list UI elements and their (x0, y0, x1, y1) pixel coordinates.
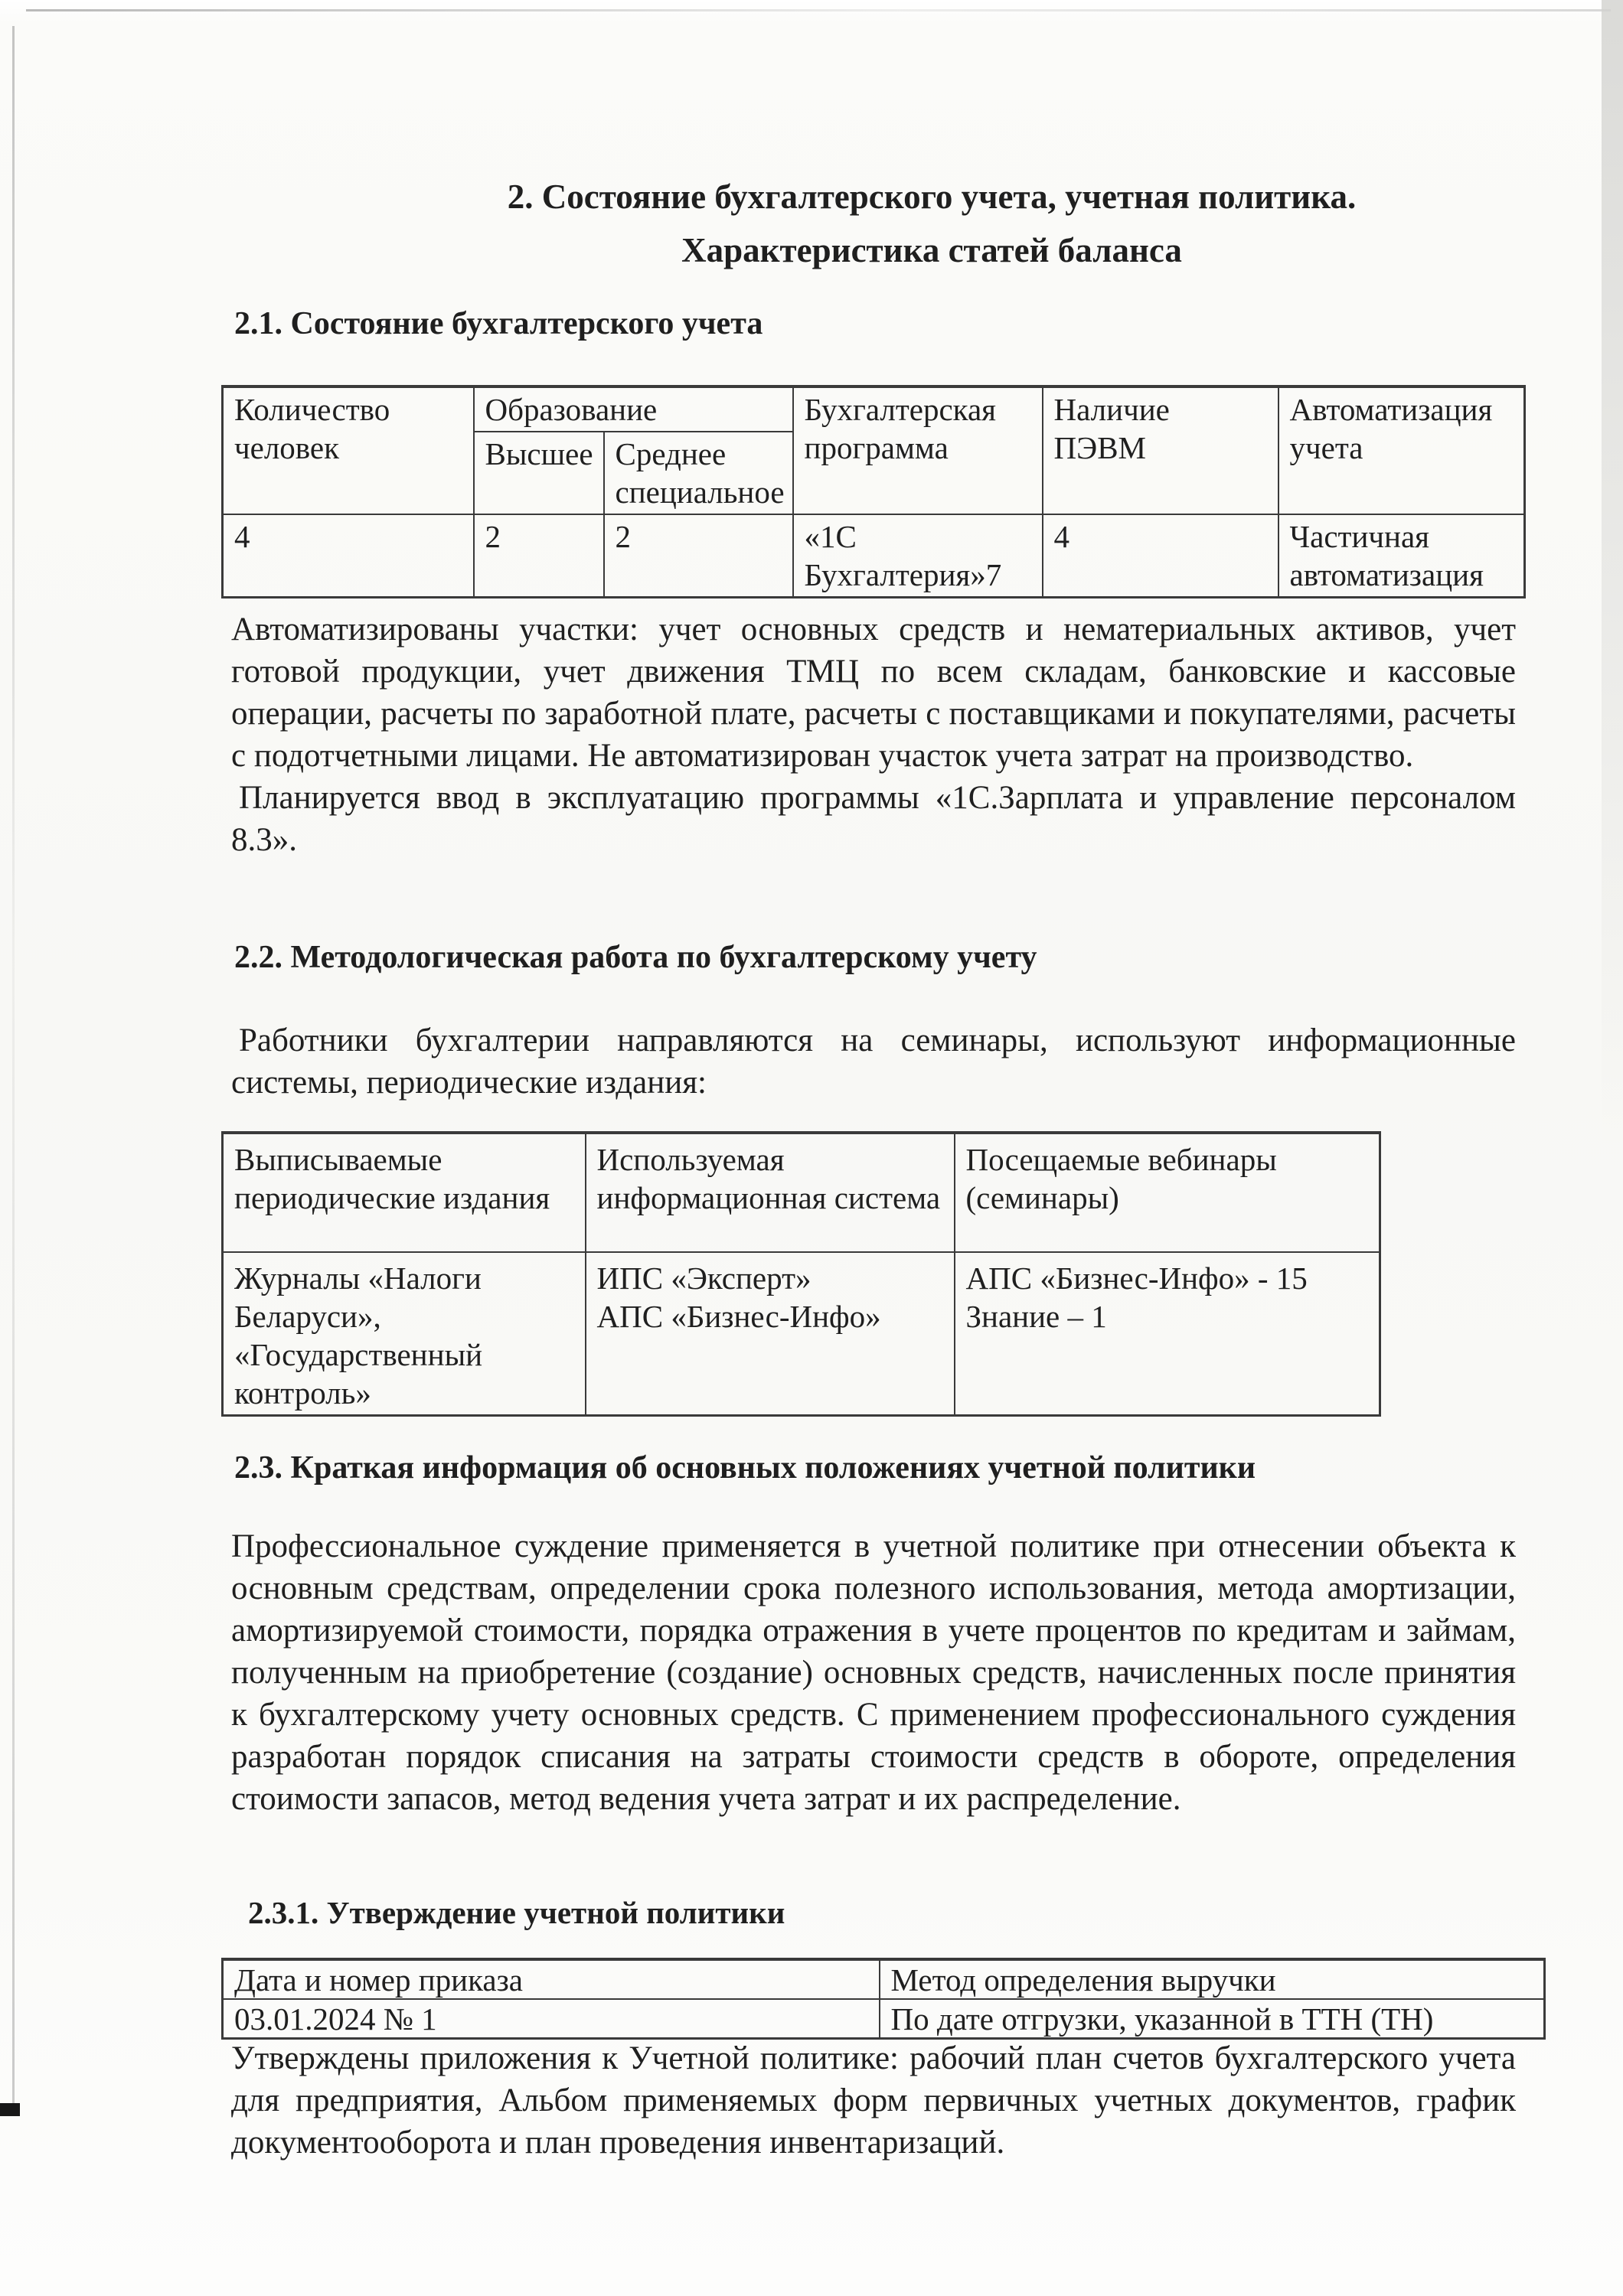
table-row (223, 1252, 1380, 1416)
header-revenue-method: Метод определения выручки (880, 1959, 1545, 1999)
cell-higher: 2 (474, 514, 604, 598)
document-title (289, 170, 1575, 277)
header-education: Образование (474, 386, 793, 432)
cell-webinars-line2: Знание – 1 (965, 1299, 1107, 1334)
scan-edge-left (12, 26, 15, 2108)
accounting-policy-order-table (221, 1958, 1546, 2040)
scan-edge-mark (0, 2103, 20, 2116)
header-info-system: Используемая информационная система (586, 1133, 955, 1252)
header-pc: Наличие ПЭВМ (1043, 386, 1278, 514)
scan-edge-top (26, 9, 1611, 11)
section-2-1-heading: 2.1. Состояние бухгалтерского учета (234, 306, 763, 341)
header-order-date: Дата и номер приказа (223, 1959, 880, 1999)
cell-info-system-line2: АПС «Бизнес-Инфо» (596, 1299, 881, 1334)
section-2-3-heading: 2.3. Краткая информация об основных положениях учетной политики (234, 1450, 1256, 1486)
table-row (223, 514, 1525, 598)
cell-pc: 4 (1043, 514, 1278, 598)
cell-info-system (586, 1252, 955, 1416)
automation-paragraphs (231, 608, 1516, 861)
cell-secondary: 2 (604, 514, 793, 598)
header-webinars: Посещаемые вебинары (семинары) (955, 1133, 1380, 1252)
document-title-line1: 2. Состояние бухгалтерского учета, учетная политика. (507, 178, 1357, 216)
table-row (223, 386, 1525, 432)
header-secondary: Среднее специальное (604, 432, 793, 514)
cell-people: 4 (223, 514, 474, 598)
document-title-line2: Характеристика статей баланса (681, 231, 1182, 269)
cell-automation: Частичная автоматизация (1278, 514, 1525, 598)
table-row (223, 1133, 1380, 1252)
information-sources-table (221, 1131, 1381, 1417)
table-row (223, 1999, 1545, 2039)
cell-webinars-line1: АПС «Бизнес-Инфо» - 15 (965, 1261, 1308, 1296)
header-higher: Высшее (474, 432, 604, 514)
paragraph-professional-judgement: Профессиональное суждение применяется в учетной политике при отнесении объекта к основным средствам, определении срока полезного использования, метода амортизации, амортизируемой стоимости, порядка отражения в учете процентов по кредитам и займам, полученным на приобретение (создание) основных средств, начисленных после принятия к бухгалтерскому учету основных средств. С применением профессионального суждения разработан порядок списания на затраты стоимости средств в обороте, определения стоимости запасов, метод ведения учета затрат и их распределение. (231, 1528, 1516, 1817)
cell-revenue-method: По дате отгрузки, указанной в ТТН (ТН) (880, 1999, 1545, 2039)
cell-info-system-line1: ИПС «Эксперт» (596, 1261, 812, 1296)
header-program: Бухгалтерская программа (793, 386, 1043, 514)
cell-webinars (955, 1252, 1380, 1416)
header-automation: Автоматизация учета (1278, 386, 1525, 514)
cell-program: «1С Бухгалтерия»7 (793, 514, 1043, 598)
scan-edge-right (1602, 0, 1623, 1148)
cell-editions: Журналы «Налоги Беларуси», «Государственный контроль» (223, 1252, 586, 1416)
table-row (223, 1959, 1545, 1999)
section-2-3-1-heading: 2.3.1. Утверждение учетной политики (248, 1895, 785, 1930)
paragraph-approved-annexes: Утверждены приложения к Учетной политике: рабочий план счетов бухгалтерского учета для предприятия, Альбом применяемых форм первичных учетных документов, график документооборота и план проведения инвентаризаций. (231, 2040, 1516, 2161)
paragraph-methodology: Работники бухгалтерии направляются на семинары, используют информационные системы, периодические издания: (231, 1022, 1516, 1101)
header-editions: Выписываемые периодические издания (223, 1133, 586, 1252)
header-people: Количество человек (223, 386, 474, 514)
paragraph-planned-software: Планируется ввод в эксплуатацию программы «1С.Зарплата и управление персоналом 8.3». (231, 780, 1516, 858)
paragraph-automated-areas: Автоматизированы участки: учет основных средств и нематериальных активов, учет готовой продукции, учет движения ТМЦ по всем складам, банковские и кассовые операции, расчеты по заработной плате, расчеты с поставщиками и покупателями, расчеты с подотчетными лицами. Не автоматизирован участок учета затрат на производство. (231, 612, 1516, 774)
accounting-staff-table (221, 385, 1526, 598)
cell-order-date: 03.01.2024 № 1 (223, 1999, 880, 2039)
section-2-2-heading: 2.2. Методологическая работа по бухгалтерскому учету (234, 940, 1037, 975)
